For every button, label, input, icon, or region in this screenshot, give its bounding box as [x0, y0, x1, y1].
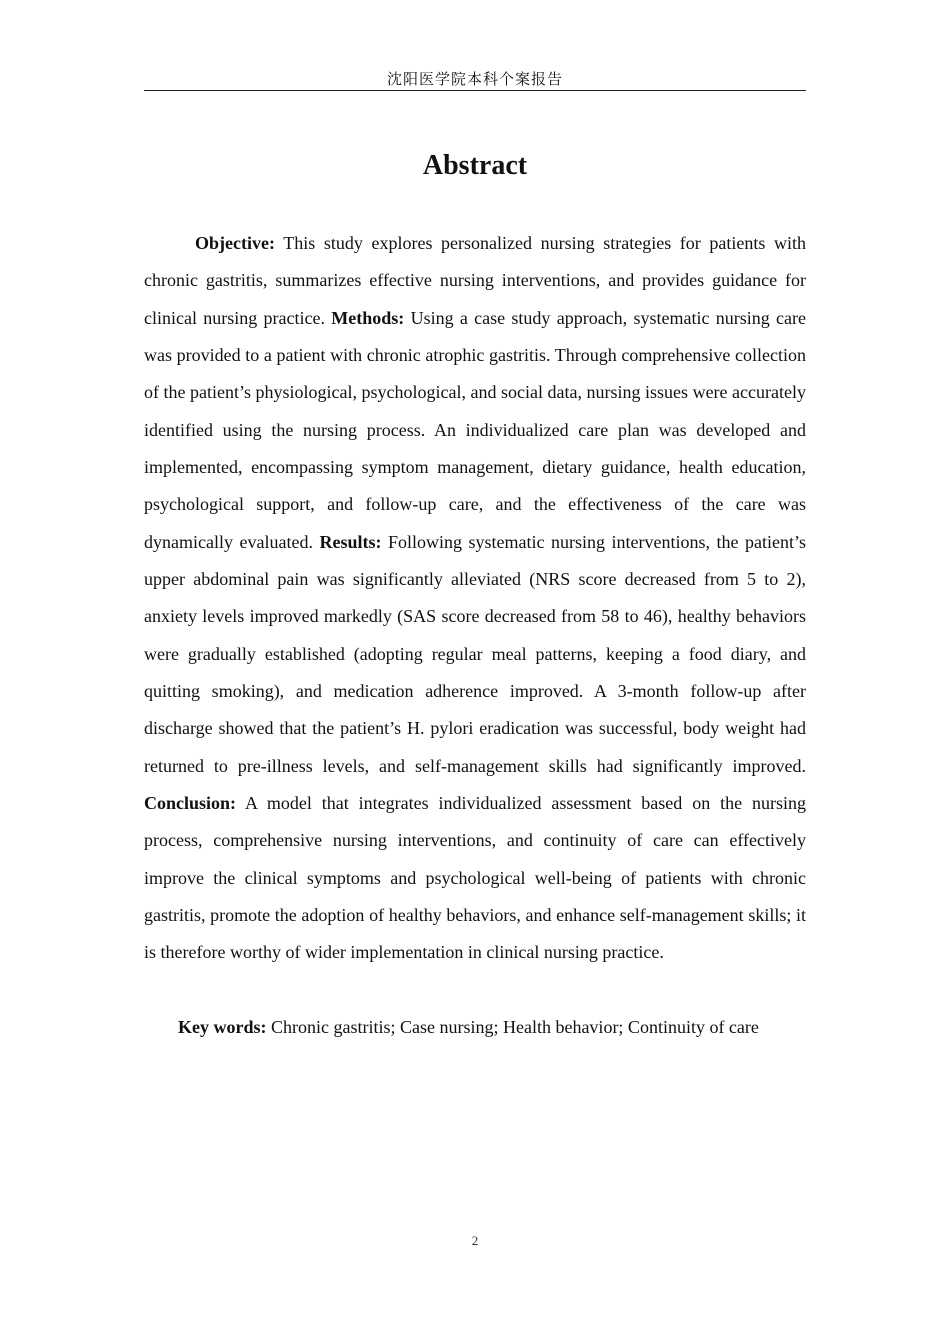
abstract-title: Abstract	[422, 150, 528, 181]
results-text: Following systematic nursing interventions, the patient’s upper abdominal pain was significantly alleviated (NRS score decreased from 5 to 2), anxiety levels improved markedly (SAS score decreased from 58 to 46), healthy behaviors were gradually established (adopting regular meal patterns, keeping a food diary, and quitting smoking), and medication adherence improved. A 3-month follow-up after discharge showed that the patient’s H. pylori eradication was successful, body weight had returned to pre-illness levels, and self-management skills had significantly improved.	[144, 531, 807, 776]
keywords-label: Key words:	[178, 1017, 267, 1037]
methods-text: Using a case study approach, systematic nursing care was provided to a patient with chronic atrophic gastritis. Through comprehensive collection of the patient’s physiological, psychological, and social data, nursing issues were accurately identified using the nursing process. An individualized care plan was developed and implemented, encompassing symptom management, dietary guidance, health education, psychological support, and follow-up care, and the effectiveness of the care was dynamically evaluated.	[144, 307, 806, 552]
conclusion-text: A model that integrates individualized assessment based on the nursing process, comprehensive nursing interventions, and continuity of care can effectively improve the clinical symptoms and psychological well-being of patients with chronic gastritis, promote the adoption of healthy behaviors, and enhance self-management skills; it is therefore worthy of wider implementation in clinical nursing practice.	[144, 792, 806, 963]
abstract-body	[144, 225, 806, 972]
keywords-line	[144, 1009, 806, 1046]
results-label: Results:	[319, 531, 382, 552]
objective-text: This study explores personalized nursing strategies for patients with chronic gastritis, summarizes effective nursing interventions, and provides guidance for clinical nursing practice.	[144, 233, 806, 328]
conclusion-label: Conclusion:	[144, 792, 237, 813]
methods-label: Methods:	[331, 307, 405, 328]
objective-label: Objective:	[195, 233, 275, 253]
page-header	[144, 68, 806, 91]
running-title: 沈阳医学院本科个案报告	[386, 70, 563, 88]
keywords-text: Chronic gastritis; Case nursing; Health behavior; Continuity of care	[266, 1017, 759, 1037]
page-number: 2	[471, 1233, 479, 1248]
